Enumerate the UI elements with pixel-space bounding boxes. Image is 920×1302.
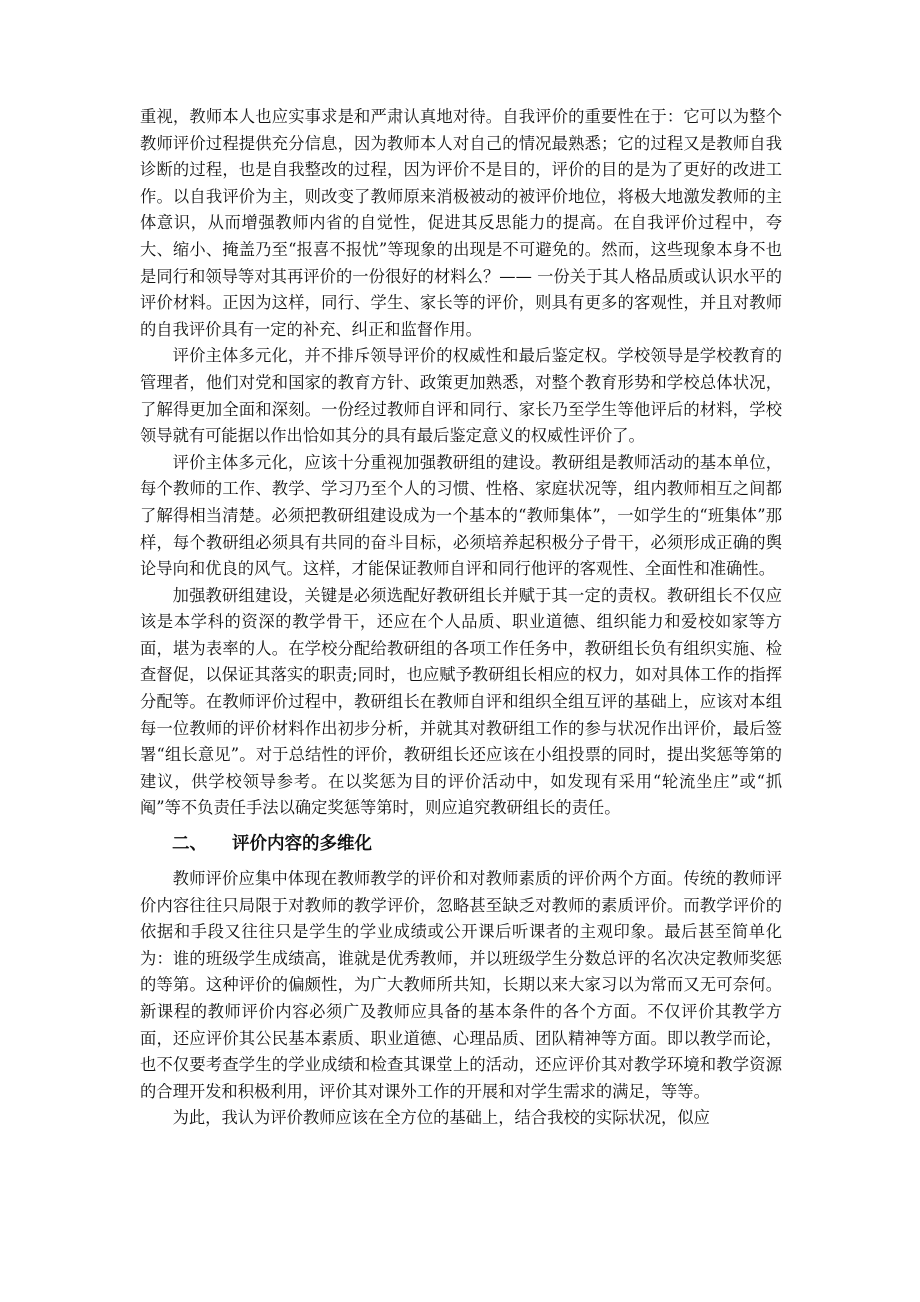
paragraph-teaching-group: 评价主体多元化，应该十分重视加强教研组的建设。教研组是教师活动的基本单位，每个教师的工作、教学、学习乃至个人的习惯、性格、家庭状况等，组内教师相互之间都了解得相当清楚。必须把教研组建设成为一个基本的“教师集体”，一如学生的“班集体”那样，每个教研组必须具有共同的奋斗目标，必须培养起积极分子骨干，必须形成正确的舆论导向和优良的风气。这样，才能保证教师自评和同行他评的客观性、全面性和准确性。 — [140, 452, 782, 579]
paragraph-evaluation-content: 教师评价应集中体现在教师教学的评价和对教师素质的评价两个方面。传统的教师评价内容往往只局限于对教师的教学评价，忽略甚至缺乏对教师的素质评价。而教学评价的依据和手段又往往只是学生的学业成绩或公开课后听课者的主观印象。最后甚至简单化为：谁的班级学生成绩高，谁就是优秀教师，并以班级学生分数总评的名次决定教师奖惩的等第。这种评价的偏颇性，为广大教师所共知，长期以来大家习以为常而又无可奈何。新课程的教师评价内容必须广及教师应具备的基本条件的各个方面。不仅评价其教学方面，还应评价其公民基本素质、职业道德、心理品质、团队精神等方面。即以教学而论，也不仅要考查学生的学业成绩和检查其课堂上的活动，还应评价其对教学环境和教学资源的合理开发和积极利用，评价其对课外工作的开展和对学生需求的满足，等等。 — [140, 869, 782, 1101]
section-number: 二、 — [172, 834, 207, 855]
paragraph-conclusion: 为此，我认为评价教师应该在全方位的基础上，结合我校的实际状况，似应 — [172, 1108, 710, 1128]
document-page — [140, 104, 782, 1132]
section-title: 评价内容的多维化 — [232, 834, 372, 855]
paragraph-leadership-evaluation: 评价主体多元化，并不排斥领导评价的权威性和最后鉴定权。学校领导是学校教育的管理者，他们对党和国家的教育方针、政策更加熟悉，对整个教育形势和学校总体状况，了解得更加全面和深刻。一份经过教师自评和同行、家长乃至学生等他评后的材料，学校领导就有可能据以作出恰如其分的具有最后鉴定意义的权威性评价了。 — [140, 346, 782, 446]
section-heading — [140, 822, 782, 866]
paragraph-self-evaluation: 重视，教师本人也应实事求是和严肃认真地对待。自我评价的重要性在于：它可以为整个教师评价过程提供充分信息，因为教师本人对自己的情况最熟悉；它的过程又是教师自我诊断的过程，也是自我整改的过程，因为评价不是目的，评价的目的是为了更好的改进工作。以自我评价为主，则改变了教师原来消极被动的被评价地位，将极大地激发教师的主体意识，从而增强教师内省的自觉性，促进其反思能力的提高。在自我评价过程中，夸大、缩小、掩盖乃至“报喜不报忧”等现象的出现是不可避免的。然而，这些现象本身不也是同行和领导等对其再评价的一份很好的材料么？—— 一份关于其人格品质或认识水平的评价材料。正因为这样，同行、学生、家长等的评价，则具有更多的客观性，并且对教师的自我评价具有一定的补充、纠正和监督作用。 — [140, 107, 782, 339]
paragraph-group-leader: 加强教研组建设，关键是必须选配好教研组长并赋于其一定的责权。教研组长不仅应该是本学科的资深的教学骨干，还应在个人品质、职业道德、组织能力和爱校如家等方面，堪为表率的人。在学校分配给教研组的各项工作任务中，教研组长负有组织实施、检查督促，以保证其落实的职责;同时，也应赋予教研组长相应的权力，如对具体工作的指挥分配等。在教师评价过程中，教研组长在教师自评和组织全组互评的基础上，应该对本组每一位教师的评价材料作出初步分析，并就其对教研组工作的参与状况作出评价，最后签署“组长意见”。对于总结性的评价，教研组长还应该在小组投票的同时，提出奖惩等第的建议，供学校领导参考。在以奖惩为目的评价活动中，如发现有采用“轮流坐庄”或“抓阄”等不负责任手法以确定奖惩等第时，则应追究教研组长的责任。 — [140, 585, 782, 818]
